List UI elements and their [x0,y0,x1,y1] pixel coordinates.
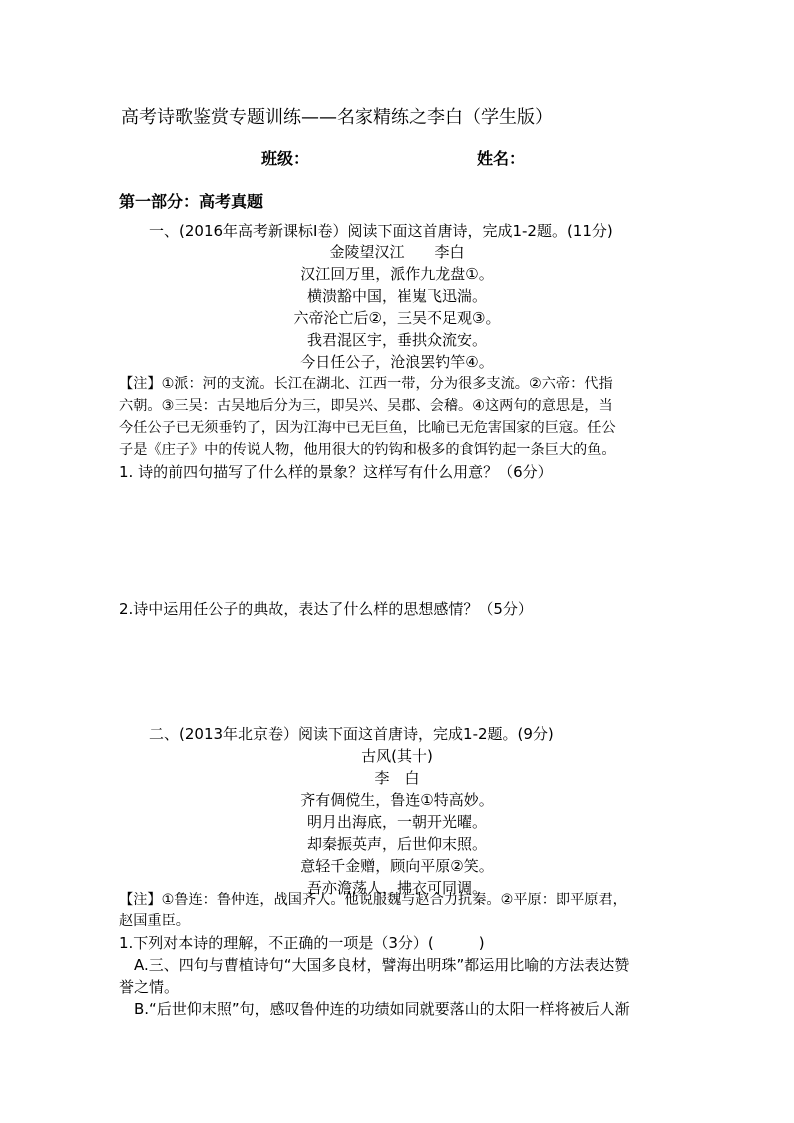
section1-note-line: 【注】①派：河的支流。长江在湖北、江西一带，分为很多支流。②六帝：代指 [119,376,613,392]
section2-option-a-line: A.三、四句与曹植诗句“大国多良材，譬海出明珠”都运用比喻的方法表达赞 [134,956,630,974]
section1-note-line: 今任公子已无须垂钓了，因为江海中已无巨鱼，比喻已无危害国家的巨寇。任公 [119,420,616,436]
part1-heading: 第一部分：高考真题 [119,192,264,211]
section1-poem-line: 我君混区宇，垂拱众流安。 [306,331,487,349]
section1-poem-line: 今日任公子，沧浪罢钓竿④。 [300,353,494,371]
section1-poem-line: 横溃豁中国，崔嵬飞迅湍。 [306,287,487,305]
section1-question-2: 2.诗中运用任公子的典故，表达了什么样的思想感情？（5分） [119,600,533,618]
section1-poem-title: 金陵望汉江 李白 [329,243,465,261]
section2-poem-line: 齐有倜傥生，鲁连①特高妙。 [300,791,494,809]
section1-poem-line: 六帝沦亡后②，三吴不足观③。 [293,309,501,327]
section1-note-line: 六朝。③三吴：古吴地后分为三，即吴兴、吴郡、会稽。④这两句的意思是，当 [119,398,613,414]
section2-poem-line: 意轻千金赠，顾向平原②笑。 [300,857,494,875]
section1-poem-line: 汉江回万里，派作九龙盘①。 [300,265,494,283]
section2-note-line: 赵国重臣。 [119,913,190,929]
class-label: 班级： [261,149,310,168]
section2-poem-author: 李 白 [374,769,420,787]
name-label: 姓名： [477,149,526,168]
section2-poem-line: 却秦振英声，后世仰末照。 [306,835,487,853]
section2-poem-title: 古风(其十) [361,747,433,765]
section2-note-line: 【注】①鲁连：鲁仲连，战国齐人。他说服魏与赵合力抗秦。②平原：即平原君， [119,892,627,908]
document-title: 高考诗歌鉴赏专题训练——名家精练之李白（学生版） [121,107,553,128]
section2-option-a-line: 誉之情。 [119,978,180,996]
section2-poem-line: 明月出海底，一朝开光曜。 [306,813,487,831]
section2-option-b: B.“后世仰末照”句，感叹鲁仲连的功绩如同就要落山的太阳一样将被后人渐 [134,1000,630,1018]
section2-question-1: 1.下列对本诗的理解，不正确的一项是（3分）( ) [119,934,485,952]
section1-question-1: 1. 诗的前四句描写了什么样的景象？这样写有什么用意？（6分） [119,463,553,481]
section1-note-line: 子是《庄子》中的传说人物，他用很大的钓钩和极多的食饵钓起一条巨大的鱼。 [119,442,616,458]
section2-intro: 二、(2013年北京卷）阅读下面这首唐诗，完成1-2题。(9分) [149,725,554,743]
section2-poem-line: 吾亦澹荡人，拂衣可同调。 [306,879,487,897]
section1-intro: 一、(2016年高考新课标Ⅰ卷）阅读下面这首唐诗，完成1-2题。(11分) [149,222,613,240]
